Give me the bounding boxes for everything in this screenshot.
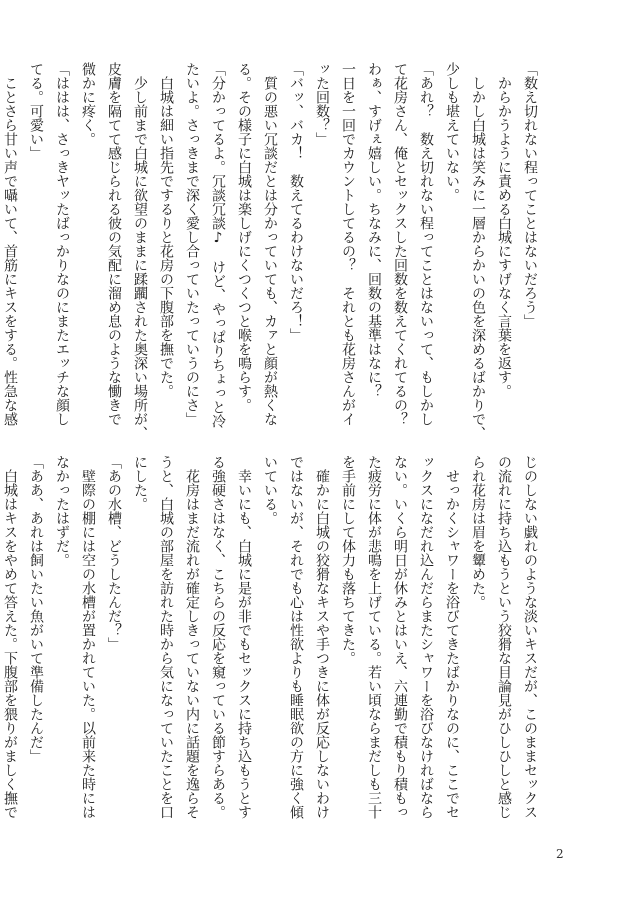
text-line: 微かに疼く。 [80, 62, 96, 146]
text-line: ことさら甘い声で囁いて、首筋にキスをする。性急な感 [2, 62, 18, 426]
text-line: 皮膚を隔てて感じられる彼の気配に溜め息のような慟きで [106, 62, 122, 426]
text-line: にした。 [132, 455, 148, 511]
text-line: なかったはずだ。 [54, 455, 70, 567]
text-line: うと、白城の部屋を訪れた時から気になっていたことを口 [158, 455, 174, 819]
text-line: 少しも堪えていない。 [444, 62, 460, 202]
text-line: 壁際の棚には空の水槽が置かれていた。以前来た時には [80, 455, 96, 819]
text-line: 「あの水槽、どうしたんだ？」 [106, 455, 122, 651]
text-line: 白城は細い指先でするりと花房の下腹部を撫でた。 [158, 62, 174, 398]
text-line: られ花房は眉を顰めた。 [470, 455, 486, 609]
text-line: る強硬さはなく、こちらの反応を窺っている節すらある。 [210, 455, 226, 819]
text-line: 「分かってるよ。冗談冗談♪ けど、やっぱりちょっと冷 [210, 62, 226, 428]
text-line: じのしない戯れのような淡いキスだが、このままセックス [522, 455, 538, 819]
text-line: 「ああ、あれは飼いたい魚がいて準備したんだ」 [28, 455, 44, 763]
text-line: ックスになだれ込んだらまたシャワーを浴びなければなら [418, 455, 434, 819]
text-line: 「数え切れない程ってことはないだろう」 [522, 62, 538, 328]
text-line: 幸いにも、白城に是が非でもセックスに持ち込もうとす [236, 455, 252, 819]
text-line: 「あれ？ 数え切れない程ってことはないって、もしかし [418, 62, 434, 426]
bottom-text-block [2, 455, 543, 823]
text-line: からかうように責める白城にすげなく言葉を返す。 [496, 62, 512, 398]
text-line: 「ははは、さっきヤッたばっかりなのにまたエッチな顔し [54, 62, 70, 426]
text-line: ない。いくら明日が休みとはいえ、六連勤で積もり積もっ [392, 455, 408, 819]
text-line: わぁ、すげぇ嬉しい。ちなみに、回数の基準はなに？ [366, 62, 382, 398]
text-line: 一日を一回でカウントしてるの？ それとも花房さんがイ [340, 62, 356, 426]
text-line: て花房さん、俺とセックスした回数を数えてくれてるの？ [392, 62, 408, 426]
text-line: 花房はまだ流れが確定しきっていない内に話題を逸らそ [184, 455, 200, 819]
text-line: の流れに持ち込もうという狡猾な目論見がひしひしと感じ [496, 455, 512, 819]
text-line: 白城はキスをやめて答えた。下腹部を猥りがましく撫で [2, 455, 18, 819]
text-line: る。その様子に白城は楽しげにくつくつと喉を鳴らす。 [236, 62, 252, 412]
text-line: しかし白城は笑みに一層からかいの色を深めるばかりで、 [470, 62, 486, 440]
text-line: 確かに白城の狡猾なキスや手つきに体が反応しないわけ [314, 455, 330, 819]
text-line: た疲労に体が悲鳴を上げている。若い頃ならまだしも三十 [366, 455, 382, 819]
text-line: てる。可愛い」 [28, 62, 44, 160]
top-text-block [2, 62, 543, 440]
text-line: ッた回数？」 [314, 62, 330, 146]
text-line: いている。 [262, 455, 278, 525]
text-line: 少し前まで白城に欲望のままに蹂躙された奥深い場所が、 [132, 62, 148, 440]
text-line: ではないが、それでも心は性欲よりも睡眠欲の方に強く傾 [288, 455, 304, 819]
text-line: せっかくシャワーを浴びてきたばかりなのに、ここでセ [444, 455, 460, 819]
page-number: 2 [556, 847, 564, 861]
text-line: 「バッ、バカ！ 数えてるわけないだろ！」 [288, 62, 304, 342]
text-line: たいよ。さっきまで深く愛し合っていたっていうのにさ」 [184, 62, 200, 426]
text-line: を手前にして体力も落ちてきた。 [340, 455, 356, 665]
text-line: 質の悪い冗談だとは分かっていても、カァと顔が熱くな [262, 62, 278, 426]
